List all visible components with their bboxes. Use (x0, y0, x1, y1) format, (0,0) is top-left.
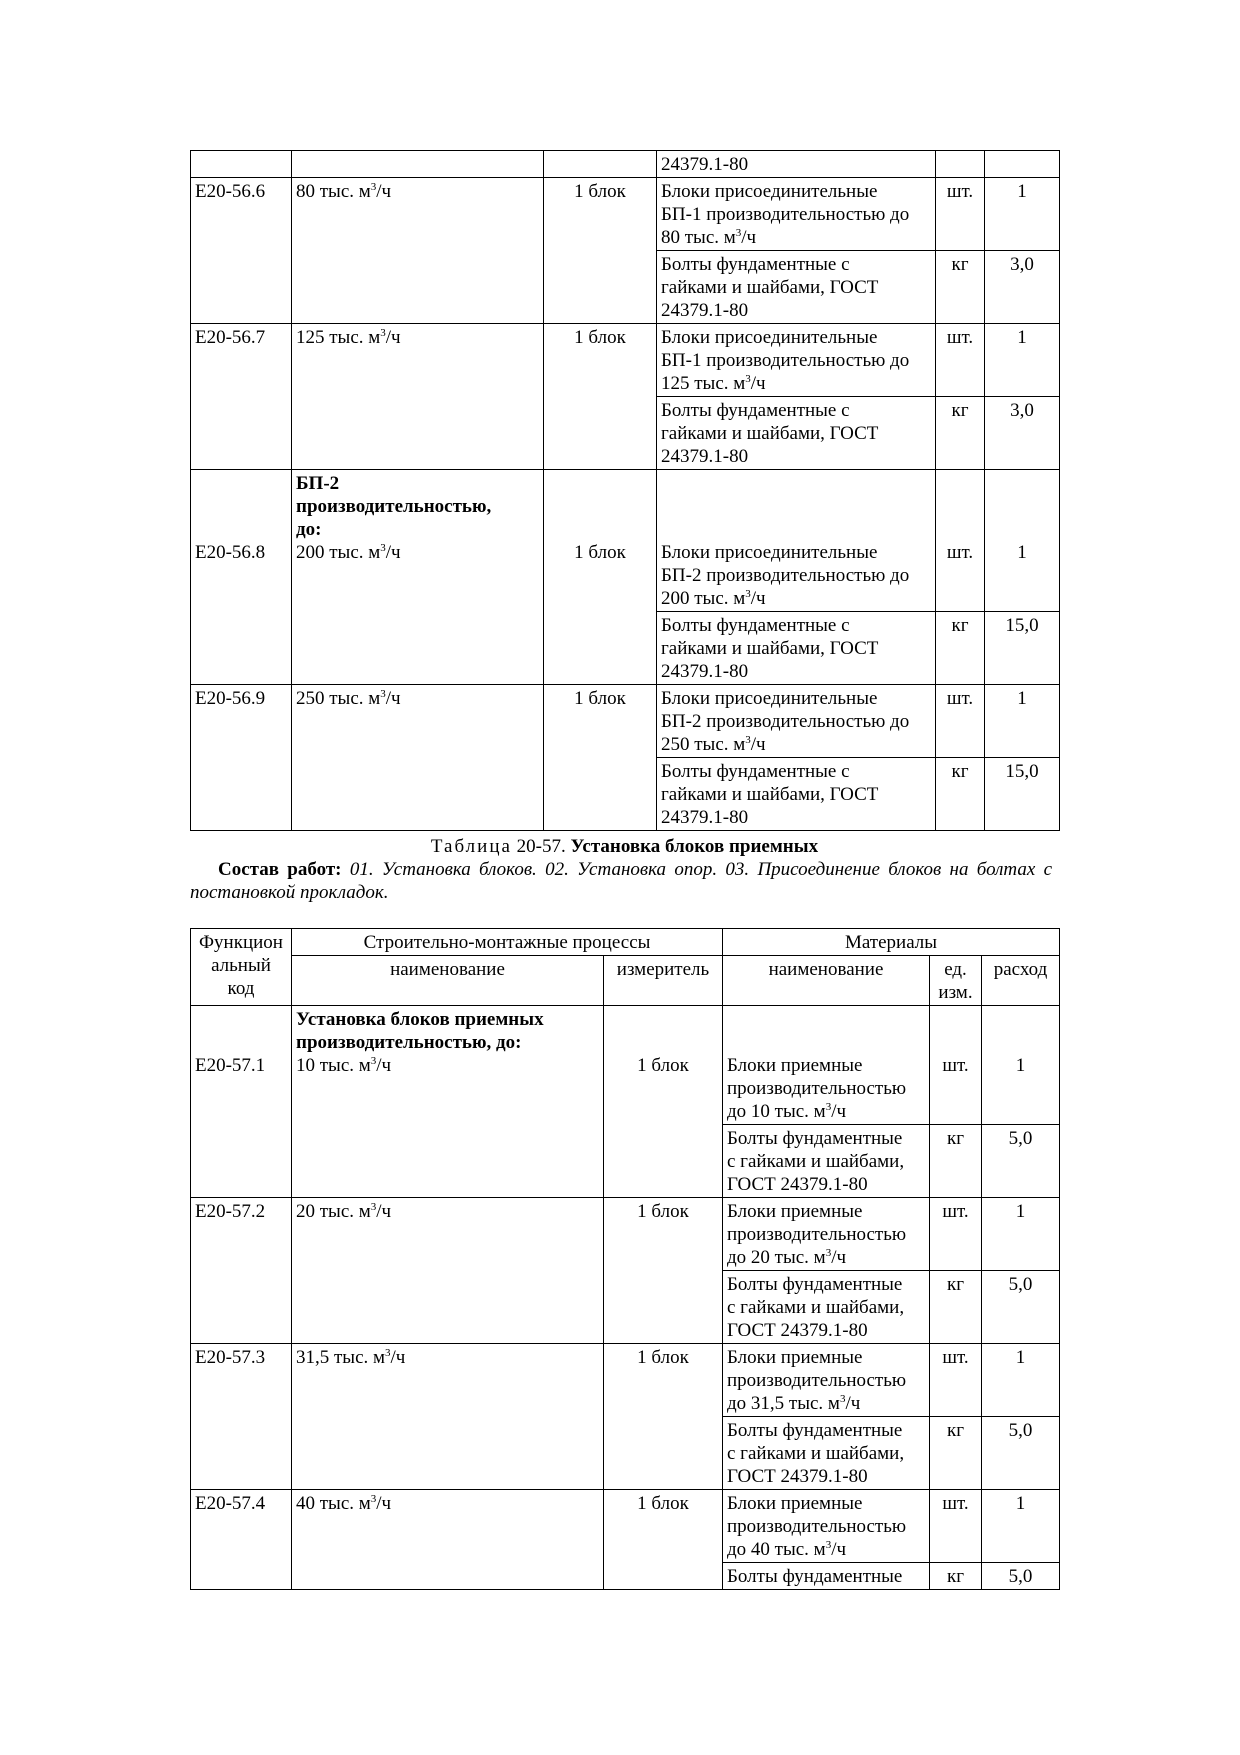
measure-unit-cell: шт. (936, 470, 985, 612)
table-row (191, 685, 1060, 758)
table-row (191, 1198, 1060, 1271)
material-name-cell: Блоки присоединительные БП-1 производительностью до 80 тыс. $м^3/ч$ (657, 178, 936, 251)
material-name-cell: Болты фундаментные с гайками и шайбами, ГОСТ 24379.1-80 (723, 1125, 930, 1198)
code-cell: Е20-57.3 (191, 1344, 292, 1490)
code-cell: Е20-56.9 (191, 685, 292, 831)
measure-unit-cell: шт. (936, 324, 985, 397)
group-heading: БП-2 производительностью, до: (296, 473, 492, 540)
process-name-cell: 80 тыс. $м^3/ч$ (292, 178, 544, 324)
unit-cell: 1 блок (544, 178, 657, 324)
unit-cell: 1 блок (604, 1006, 723, 1198)
material-name-cell: 24379.1-80 (657, 151, 936, 178)
process-name-cell: БП-2 производительностью, до: 200 тыс. $м^3/ч$ (292, 470, 544, 685)
work-composition-label: Состав работ: (218, 859, 342, 880)
table-row (191, 151, 1060, 178)
unit-cell: 1 блок (604, 1344, 723, 1490)
process-name-cell: 31,5 тыс. $м^3/ч$ (292, 1344, 604, 1490)
unit-cell: 1 блок (544, 470, 657, 685)
quantity-cell: 15,0 (985, 758, 1060, 831)
measure-unit-cell: шт. (936, 178, 985, 251)
measure-unit-cell: шт. (930, 1006, 982, 1125)
measure-unit-cell: шт. (936, 685, 985, 758)
quantity-cell: 1 (985, 324, 1060, 397)
material-name-cell: Болты фундаментные с гайками и шайбами, ГОСТ 24379.1-80 (657, 758, 936, 831)
code-cell: Е20-57.4 (191, 1490, 292, 1590)
table-row (191, 470, 1060, 612)
measure-unit-cell: шт. (930, 1490, 982, 1563)
process-name-cell (292, 151, 544, 178)
material-name-cell: Блоки приемные производительностью до 20 тыс. $м^3/ч$ (723, 1198, 930, 1271)
unit-cell: 1 блок (544, 324, 657, 470)
measure-unit-cell (936, 151, 985, 178)
header-code: Функцион альный код (191, 929, 292, 1006)
process-name-cell: 250 тыс. $м^3/ч$ (292, 685, 544, 831)
quantity-cell: 1 (982, 1490, 1060, 1563)
measure-unit-cell: кг (936, 251, 985, 324)
group-heading: Установка блоков приемных производительностью, до: (296, 1009, 544, 1053)
code-cell: Е20-56.8 (191, 470, 292, 685)
material-name-cell: Блоки присоединительные БП-2 производительностью до 250 тыс. $м^3/ч$ (657, 685, 936, 758)
table-number: 20-57. (516, 836, 566, 857)
material-name-cell: Блоки приемные производительностью до 31,5 тыс. $м^3/ч$ (723, 1344, 930, 1417)
material-name-cell: Болты фундаментные с гайками и шайбами, ГОСТ 24379.1-80 (723, 1417, 930, 1490)
measure-unit-cell: кг (930, 1125, 982, 1198)
code-cell: Е20-56.7 (191, 324, 292, 470)
quantity-cell: 15,0 (985, 612, 1060, 685)
material-name-cell: Блоки приемные производительностью до 10 тыс. $м^3/ч$ (723, 1006, 930, 1125)
quantity-cell: 5,0 (982, 1271, 1060, 1344)
table-row (191, 1344, 1060, 1417)
code-cell: Е20-57.2 (191, 1198, 292, 1344)
process-name-cell: 125 тыс. $м^3/ч$ (292, 324, 544, 470)
table-row (191, 1490, 1060, 1563)
material-name-cell: Болты фундаментные с гайками и шайбами, ГОСТ 24379.1-80 (723, 1271, 930, 1344)
measure-unit-cell: кг (930, 1563, 982, 1590)
code-cell (191, 151, 292, 178)
table-header-row (191, 929, 1060, 956)
table-label: Таблица (430, 836, 512, 857)
quantity-cell: 1 (982, 1006, 1060, 1125)
quantity-cell: 3,0 (985, 397, 1060, 470)
measure-unit-cell: кг (930, 1271, 982, 1344)
header-processes: Строительно-монтажные процессы (292, 929, 723, 956)
unit-cell (544, 151, 657, 178)
table-row (191, 1006, 1060, 1125)
material-name-cell: Болты фундаментные с гайками и шайбами, ГОСТ 24379.1-80 (657, 397, 936, 470)
header-measure-unit: ед. изм. (930, 956, 982, 1006)
header-unit: измеритель (604, 956, 723, 1006)
header-name: наименование (292, 956, 604, 1006)
work-composition (190, 858, 1052, 904)
unit-cell: 1 блок (604, 1198, 723, 1344)
process-name-cell: 20 тыс. $м^3/ч$ (292, 1198, 604, 1344)
quantity-cell: 5,0 (982, 1563, 1060, 1590)
measure-unit-cell: шт. (930, 1198, 982, 1271)
code-cell: Е20-56.6 (191, 178, 292, 324)
process-name-cell: Установка блоков приемных производительностью, до: 10 тыс. $м^3/ч$ (292, 1006, 604, 1198)
material-name-cell: Болты фундаментные с гайками и шайбами, ГОСТ 24379.1-80 (657, 251, 936, 324)
header-materials: Материалы (723, 929, 1060, 956)
quantity-cell: 1 (982, 1344, 1060, 1417)
quantity-cell: 5,0 (982, 1417, 1060, 1490)
quantity-cell: 1 (985, 178, 1060, 251)
header-quantity: расход (982, 956, 1060, 1006)
material-name-cell: Болты фундаментные (723, 1563, 930, 1590)
material-name-cell: Блоки присоединительные БП-1 производительностью до 125 тыс. $м^3/ч$ (657, 324, 936, 397)
code-cell: Е20-57.1 (191, 1006, 292, 1198)
material-name-cell: Блоки присоединительные БП-2 производительностью до 200 тыс. $м^3/ч$ (657, 470, 936, 612)
work-composition-text: 01. Установка блоков. 02. Установка опор. 03. Присоединение блоков на болтах с постановкой прокладок. (190, 859, 1052, 903)
measure-unit-cell: кг (936, 397, 985, 470)
material-name-cell: Блоки приемные производительностью до 40 тыс. $м^3/ч$ (723, 1490, 930, 1563)
quantity-cell: 1 (982, 1198, 1060, 1271)
quantity-cell: 1 (985, 685, 1060, 758)
measure-unit-cell: кг (936, 758, 985, 831)
measure-unit-cell: кг (930, 1417, 982, 1490)
table-row (191, 178, 1060, 251)
table-header-row (191, 956, 1060, 1006)
quantity-cell (985, 151, 1060, 178)
measure-unit-cell: шт. (930, 1344, 982, 1417)
quantity-cell: 1 (985, 470, 1060, 612)
table-row (191, 324, 1060, 397)
header-material-name: наименование (723, 956, 930, 1006)
quantity-cell: 5,0 (982, 1125, 1060, 1198)
table-title: Установка блоков приемных (570, 836, 819, 857)
measure-unit-cell: кг (936, 612, 985, 685)
unit-cell: 1 блок (604, 1490, 723, 1590)
unit-cell: 1 блок (544, 685, 657, 831)
table-caption (190, 835, 1059, 858)
material-name-cell: Болты фундаментные с гайками и шайбами, ГОСТ 24379.1-80 (657, 612, 936, 685)
table-20-56-continuation (190, 150, 1060, 831)
table-20-57 (190, 928, 1060, 1590)
process-name-cell: 40 тыс. $м^3/ч$ (292, 1490, 604, 1590)
quantity-cell: 3,0 (985, 251, 1060, 324)
